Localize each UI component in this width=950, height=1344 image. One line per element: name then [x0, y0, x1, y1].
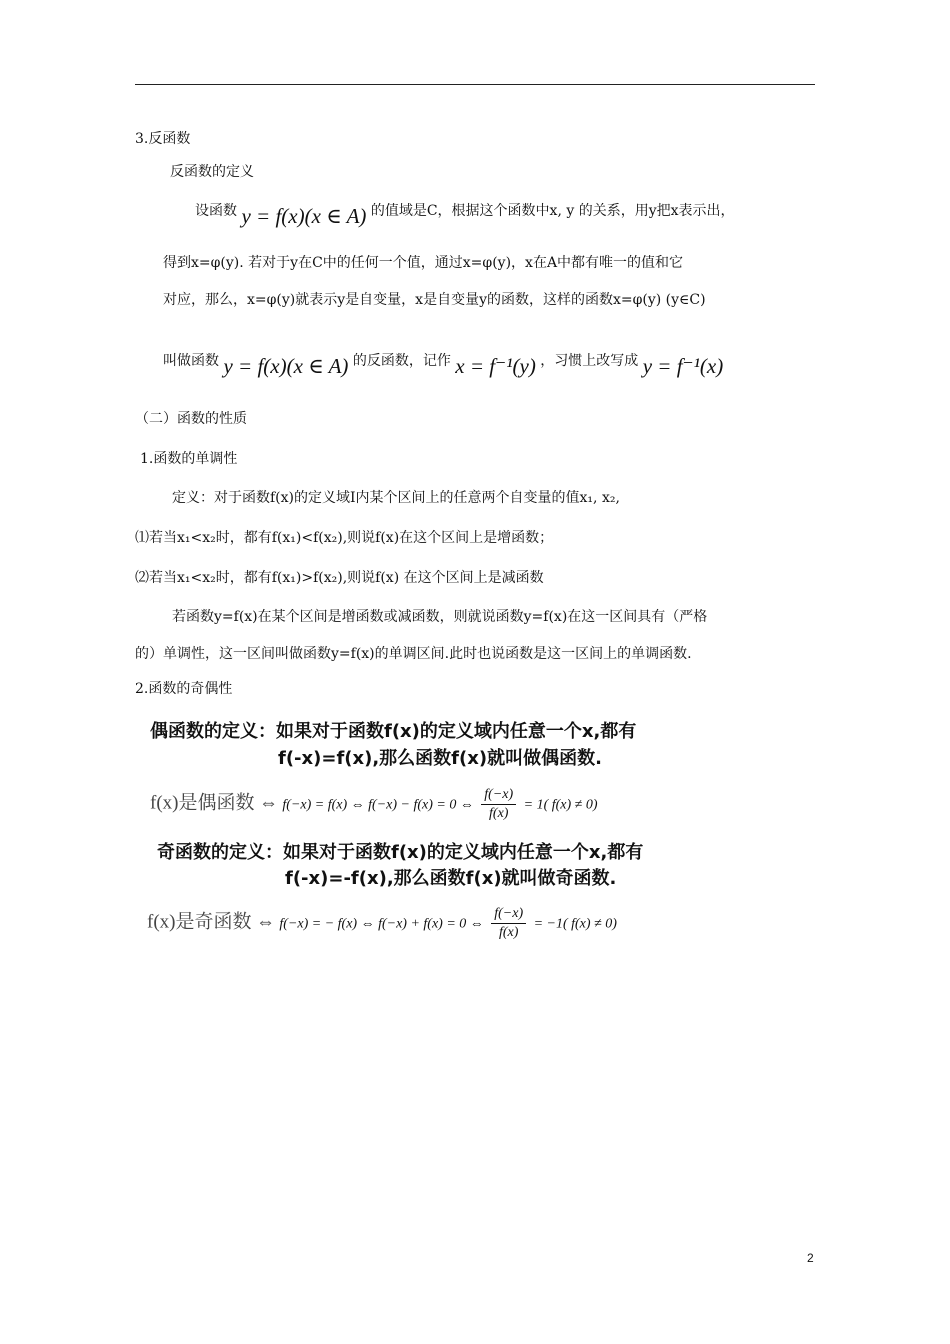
fraction-numerator: f(−x) [491, 906, 526, 924]
even-rhs: = 1( f(x) ≠ 0) [523, 797, 598, 813]
monotonicity-paragraph-line-2: 的）单调性，这一区间叫做函数y=f(x)的单调区间.此时也说函数是这一区间上的单调函数. [135, 646, 692, 662]
odd-equivalence-chain [147, 906, 617, 941]
header-rule [135, 84, 815, 85]
even-equivalence-chain [150, 787, 598, 822]
text-mid: 的反函数，记作 [352, 353, 451, 369]
text-mid-2: ，习惯上改写成 [540, 353, 639, 369]
monotonicity-paragraph-line-1: 若函数y=f(x)在某个区间是增函数或减函数，则就说函数y=f(x)在这一区间具有（严格 [172, 609, 708, 625]
equivalence-arrow-icon: ⇔ [255, 911, 275, 933]
inverse-paragraph-line-4 [163, 346, 724, 378]
odd-definition-line-2: f(-x)=-f(x),那么函数f(x)就叫做奇函数. [285, 868, 617, 889]
subheading-parity: 2.函数的奇偶性 [135, 681, 233, 697]
page-number: 2 [807, 1251, 814, 1265]
formula-function: y = f(x)(x ∈ A) [241, 204, 367, 228]
section-heading-properties: （二）函数的性质 [135, 411, 247, 427]
subheading-monotonicity: 1.函数的单调性 [140, 451, 238, 467]
odd-equation: f(−x) = − f(x) ⇔ f(−x) + f(x) = 0 ⇔ [279, 916, 484, 932]
section-heading-inverse: 3.反函数 [135, 131, 191, 147]
even-fraction [481, 787, 516, 822]
formula-function: y = f(x)(x ∈ A) [223, 354, 349, 378]
formula-inverse-x: y = f⁻¹(x) [642, 354, 724, 378]
even-definition-line-1: 偶函数的定义：如果对于函数f(x)的定义域内任意一个x,都有 [150, 721, 637, 742]
equivalence-arrow-icon: ⇔ [258, 792, 278, 814]
text-prefix: 叫做函数 [163, 353, 219, 369]
monotonicity-case-2: ⑵若当x₁<x₂时，都有f(x₁)>f(x₂),则说f(x) 在这个区间上是减函数 [135, 570, 544, 586]
odd-fraction [491, 906, 526, 941]
even-definition-line-2: f(-x)=f(x),那么函数f(x)就叫做偶函数. [278, 748, 602, 769]
subheading-inverse-definition: 反函数的定义 [170, 164, 254, 180]
text-prefix: 设函数 [195, 203, 237, 219]
monotonicity-case-1: ⑴若当x₁<x₂时，都有f(x₁)<f(x₂),则说f(x)在这个区间上是增函数； [135, 530, 554, 546]
odd-rhs: = −1( f(x) ≠ 0) [533, 916, 617, 932]
inverse-paragraph-line-1 [195, 196, 735, 228]
odd-lhs: f(x)是奇函数 [147, 911, 252, 933]
monotonicity-definition: 定义：对于函数f(x)的定义域I内某个区间上的任意两个自变量的值x₁, x₂, [172, 490, 620, 506]
inverse-paragraph-line-3: 对应，那么，x=φ(y)就表示y是自变量，x是自变量y的函数，这样的函数x=φ(y) (y∈C) [163, 292, 706, 308]
even-equation: f(−x) = f(x) ⇔ f(−x) − f(x) = 0 ⇔ [282, 797, 474, 813]
odd-definition-line-1: 奇函数的定义：如果对于函数f(x)的定义域内任意一个x,都有 [157, 842, 644, 863]
fraction-denominator: f(x) [498, 925, 519, 940]
inverse-paragraph-line-2: 得到x=φ(y). 若对于y在C中的任何一个值，通过x=φ(y)，x在A中都有唯一的值和它 [163, 255, 684, 271]
fraction-denominator: f(x) [489, 806, 509, 821]
formula-inverse-y: x = f⁻¹(y) [455, 354, 536, 378]
text-suffix: 的值域是C，根据这个函数中x, y 的关系，用y把x表示出， [370, 203, 735, 219]
fraction-numerator: f(−x) [481, 787, 516, 805]
even-lhs: f(x)是偶函数 [150, 792, 255, 814]
